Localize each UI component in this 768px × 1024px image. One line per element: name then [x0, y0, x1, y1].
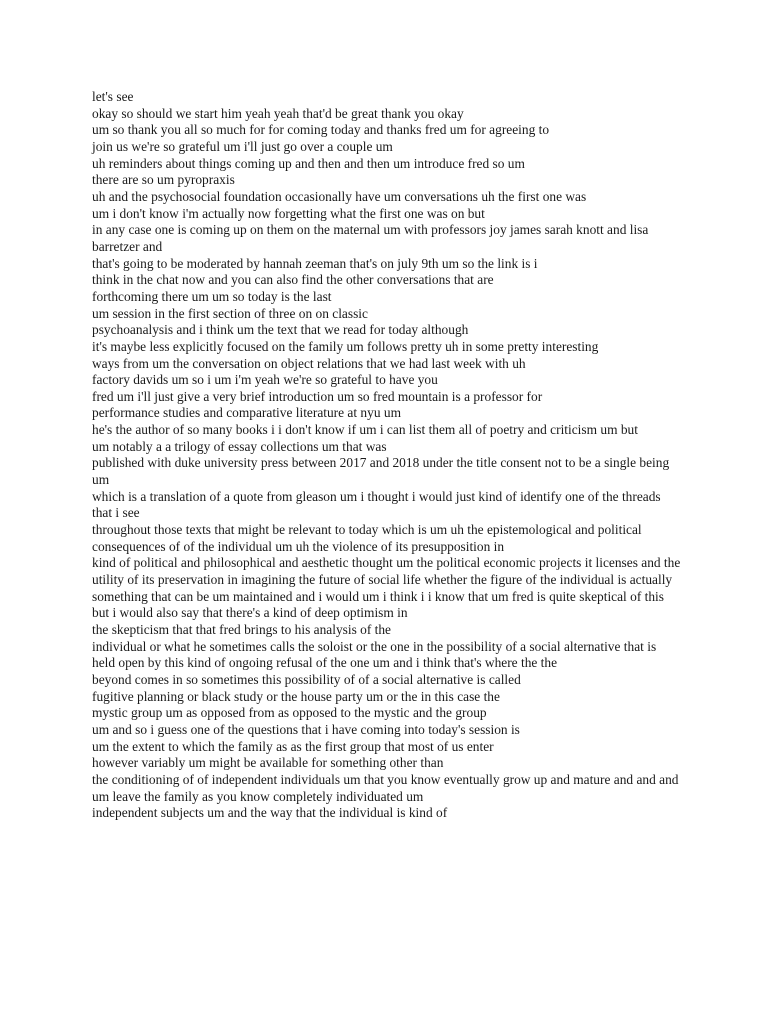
transcript-line: utility of its preservation in imagining the future of social life whether the figure of the individual is actually — [92, 572, 673, 588]
transcript-line: something that can be um maintained and i would um i think i i know that um fred is quite skeptical of this but i would also say that there's a kind of deep optimism in — [92, 588, 664, 621]
transcript-line: fugitive planning or black study or the house party um or the in this case the — [92, 688, 500, 704]
transcript-line: however variably um might be available for something other than — [92, 755, 444, 771]
transcript-line: which is a translation of a quote from gleason um i thought i would just kind of identify one of the threads that i see — [92, 488, 661, 521]
transcript-line: join us we're so grateful um i'll just go over a couple um — [92, 138, 393, 154]
transcript-line: beyond comes in so sometimes this possibility of of a social alternative is called — [92, 671, 521, 687]
transcript-line: throughout those texts that might be relevant to today which is um uh the epistemological and political — [92, 522, 642, 538]
transcript-line: ways from um the conversation on object relations that we had last week with uh — [92, 355, 526, 371]
transcript-line: kind of political and philosophical and aesthetic thought um the political economic projects it licenses and the — [92, 555, 681, 571]
transcript-line: um the extent to which the family as as the first group that most of us enter — [92, 738, 494, 754]
transcript-line: that's going to be moderated by hannah zeeman that's on july 9th um so the link is i — [92, 255, 538, 271]
transcript-line: um so thank you all so much for for coming today and thanks fred um for agreeing to — [92, 122, 550, 138]
transcript-line: performance studies and comparative literature at nyu um — [92, 405, 401, 421]
transcript-text — [92, 89, 682, 822]
transcript-line: he's the author of so many books i i don't know if um i can list them all of poetry and criticism um but — [92, 422, 638, 438]
transcript-line: uh and the psychosocial foundation occasionally have um conversations uh the first one was — [92, 188, 587, 204]
transcript-line: um notably a a trilogy of essay collections um that was — [92, 438, 387, 454]
transcript-line: forthcoming there um um so today is the last — [92, 288, 332, 304]
transcript-line: fred um i'll just give a very brief introduction um so fred mountain is a professor for — [92, 388, 543, 404]
transcript-line: consequences of of the individual um uh the violence of its presupposition in — [92, 538, 505, 554]
transcript-line: um session in the first section of three on on classic — [92, 305, 368, 321]
transcript-line: independent subjects um and the way that the individual is kind of — [92, 805, 448, 821]
transcript-line: the conditioning of of independent individuals um that you know eventually grow up and mature and and and um leave the family as you know completely individuated um — [92, 771, 679, 804]
transcript-line: um i don't know i'm actually now forgetting what the first one was on but — [92, 205, 485, 221]
transcript-line: um and so i guess one of the questions that i have coming into today's session is — [92, 721, 520, 737]
transcript-line: in any case one is coming up on them on the maternal um with professors joy james sarah knott and lisa barretzer and — [92, 222, 649, 254]
transcript-line: psychoanalysis and i think um the text that we read for today although — [92, 322, 469, 338]
transcript-line: published with duke university press between 2017 and 2018 under the title consent not to be a single being um — [92, 455, 670, 488]
transcript-line: there are so um pyropraxis — [92, 172, 235, 188]
transcript-line: okay so should we start him yeah yeah that'd be great thank you okay — [92, 105, 464, 121]
transcript-line: think in the chat now and you can also find the other conversations that are — [92, 272, 494, 288]
transcript-line: factory davids um so i um i'm yeah we're so grateful to have you — [92, 372, 438, 388]
transcript-line: let's see — [92, 89, 134, 104]
transcript-line: individual or what he sometimes calls the soloist or the one in the possibility of a social alternative that is held open by this kind of ongoing refusal of the one um and i think that's where the the — [92, 638, 657, 671]
transcript-line: uh reminders about things coming up and then and then um introduce fred so um — [92, 155, 525, 171]
transcript-line: the skepticism that that fred brings to his analysis of the — [92, 622, 392, 637]
transcript-line: mystic group um as opposed from as opposed to the mystic and the group — [92, 705, 487, 721]
transcript-line: it's maybe less explicitly focused on the family um follows pretty uh in some pretty interesting — [92, 338, 599, 354]
